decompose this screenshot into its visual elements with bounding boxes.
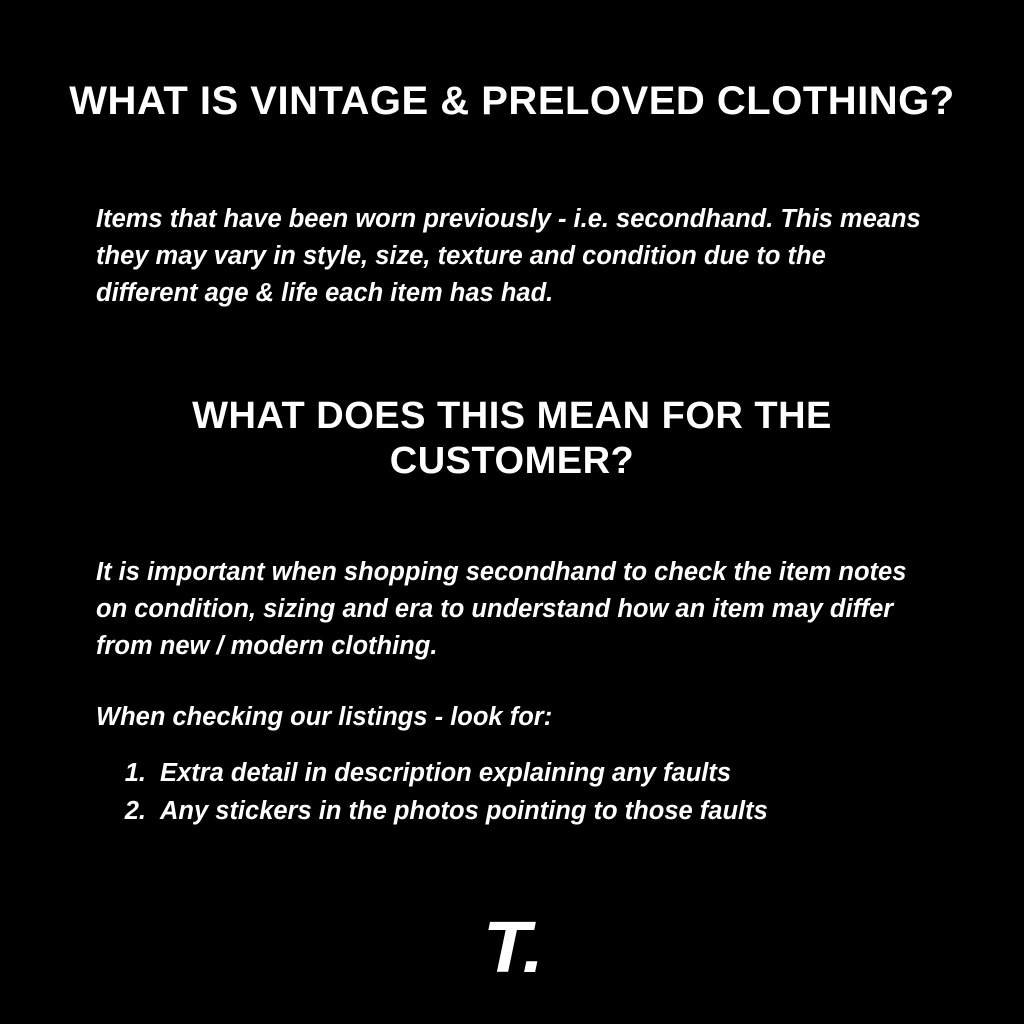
intro-paragraph: Items that have been worn previously - i.e. secondhand. This means they may vary in style, size, texture and condition due to the different age & life each item has had. [96, 205, 921, 308]
section-customer [0, 394, 1024, 830]
list-item [124, 792, 928, 830]
list-item-label: Any stickers in the photos pointing to those faults [160, 796, 768, 825]
customer-paragraph: It is important when shopping secondhand to check the item notes on condition, sizing and era to understand how an item may differ from new / modern clothing. [96, 557, 907, 660]
listings-prompt: When checking our listings - look for: [96, 702, 553, 731]
page-title: WHAT IS VINTAGE & PRELOVED CLOTHING? [69, 79, 955, 123]
brand-logo [0, 908, 1024, 989]
checklist [0, 754, 1024, 831]
list-item-number: 1. [124, 758, 146, 787]
list-item [124, 754, 928, 792]
logo-text: T. [482, 908, 542, 989]
list-item-label: Extra detail in description explaining any faults [160, 758, 732, 787]
list-item-number: 2. [124, 796, 146, 825]
section-heading: WHAT DOES THIS MEAN FOR THE CUSTOMER? [192, 395, 832, 482]
